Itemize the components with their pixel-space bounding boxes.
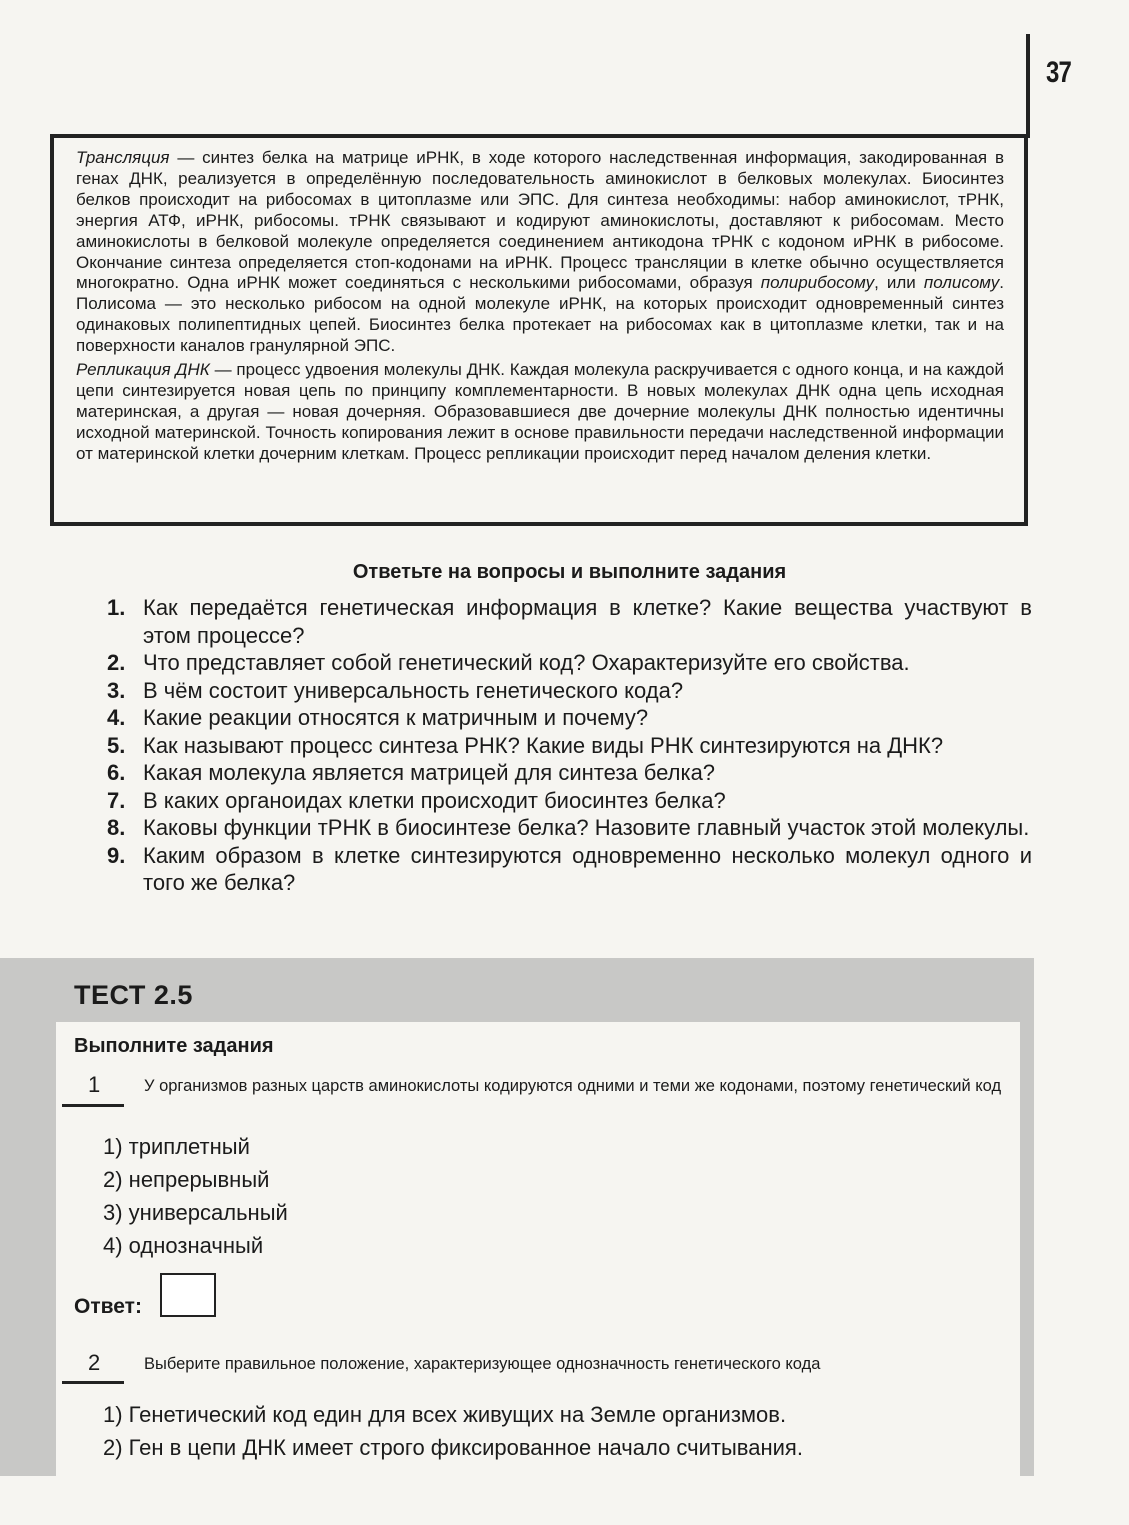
task-text: У организмов разных царств аминокислоты кодируются одними и теми же кодонами, поэтому генетический код	[144, 1077, 1002, 1095]
question-item	[100, 594, 1032, 649]
answer-option[interactable]: 3) универсальный	[103, 1200, 288, 1225]
definition-term: полирибосому	[760, 273, 875, 293]
question-item	[100, 649, 1032, 677]
task-rule	[62, 1381, 124, 1384]
question-number: 4.	[107, 705, 126, 730]
task-options	[103, 1130, 288, 1262]
question-text: Какие реакции относятся к матричным и почему?	[143, 705, 649, 730]
question-text: Каким образом в клетке синтезируются одновременно несколько молекул одного и того же белка?	[143, 842, 1032, 895]
answer-option[interactable]: 2) непрерывный	[103, 1167, 270, 1192]
page-number: 37	[1046, 56, 1072, 89]
question-number: 6.	[107, 760, 126, 785]
answer-option[interactable]: 4) однозначный	[103, 1233, 264, 1258]
question-number: 8.	[107, 815, 126, 840]
definition-translation	[76, 148, 1004, 357]
question-text: Каковы функции тРНК в биосинтезе белка? Назовите главный участок этой молекулы.	[143, 815, 1030, 840]
definition-term: Репликация ДНК	[76, 360, 210, 380]
question-item	[100, 732, 1032, 760]
definition-text: — процесс удвоения молекулы ДНК. Каждая молекула раскручивается с одного конца, и на каждой цепи синтезируется новая цепь по принципу комплементарности. В новых молекулах ДНК одна цепь исходная материнская, а другая — новая дочерняя. Образовавшиеся две дочерние молекулы ДНК полностью идентичны исходной материнской. Точность копирования лежит в основе правильности передачи наследственной информации от материнской клетки дочерним клеткам. Процесс репликации происходит перед началом деления клетки.	[76, 360, 1004, 463]
question-text: В чём состоит универсальность генетического кода?	[143, 677, 684, 703]
question-text: Как передаётся генетическая информация в клетке? Какие вещества участвуют в этом процессе?	[143, 595, 1032, 648]
question-item	[100, 677, 1032, 705]
question-item	[100, 842, 1032, 897]
answer-option[interactable]: 2) Ген в цепи ДНК имеет строго фиксированное начало считывания.	[103, 1435, 803, 1460]
definition-term: полисому	[923, 273, 1000, 293]
answer-option[interactable]: 1) Генетический код един для всех живущих на Земле организмов.	[103, 1402, 787, 1427]
answer-label: Ответ:	[74, 1295, 142, 1318]
question-number: 7.	[107, 787, 126, 813]
question-list	[100, 594, 1032, 897]
definition-box	[50, 134, 1028, 526]
task-text: Выберите правильное положение, характеризующее однозначность генетического кода	[144, 1355, 821, 1373]
page-margin	[1034, 958, 1129, 1476]
definition-term: Трансляция	[76, 148, 170, 167]
task-number: 2	[88, 1350, 101, 1375]
question-text: Как называют процесс синтеза РНК? Какие виды РНК синтезируются на ДНК?	[143, 732, 944, 758]
header-vertical-rule	[1026, 34, 1030, 138]
question-item	[100, 814, 1032, 842]
test-title: ТЕСТ 2.5	[74, 980, 193, 1010]
question-number: 5.	[107, 732, 126, 758]
question-item	[100, 759, 1032, 787]
definition-text: — синтез белка на матрице иРНК, в ходе которого наследственная информация, закодированная в генах ДНК, реализуется в определённую последовательность аминокислот в белковых молекулах. Биосинтез белков происходит на рибосомах в цитоплазме или ЭПС. Для синтеза необходимы: набор аминокислот, тРНК, энергия АТФ, иРНК, рибосомы. тРНК связывают и кодируют аминокислоты, доставляют к рибосомам. Место аминокислоты в белковой молекуле определяется соединением антикодона тРНК с кодоном иРНК в рибосоме. Окончание синтеза определяется стоп-кодонами на иРНК. Процесс трансляции в клетке обычно осуществляется многократно. Одна иРНК может соединяться с несколькими рибосомами, образуя	[76, 148, 1004, 293]
definition-text: . Полисома — это несколько рибосом на одной молекуле иРНК, на которых происходит одновременный синтез одинаковых полипептидных цепей. Биосинтез белка протекает на рибосомах как в цитоплазме клетки, так и на поверхности каналов гранулярной ЭПС.	[76, 273, 1004, 356]
answer-box[interactable]	[160, 1273, 216, 1317]
definition-replication	[76, 360, 1004, 465]
question-number: 3.	[107, 677, 126, 703]
test-instruction: Выполните задания	[74, 1035, 274, 1057]
task-number: 1	[88, 1072, 101, 1097]
question-text: В каких органоидах клетки происходит биосинтез белка?	[143, 787, 726, 813]
question-number: 1.	[107, 595, 126, 620]
question-text: Что представляет собой генетический код? Охарактеризуйте его свойства.	[143, 650, 910, 675]
task-rule	[62, 1104, 124, 1107]
task-options	[103, 1398, 803, 1464]
answer-option[interactable]: 1) триплетный	[103, 1134, 250, 1159]
definition-text: , или	[874, 273, 924, 293]
question-text: Какая молекула является матрицей для синтеза белка?	[143, 760, 716, 785]
question-item	[100, 787, 1032, 815]
questions-heading: Ответьте на вопросы и выполните задания	[352, 561, 787, 583]
question-number: 9.	[107, 842, 126, 868]
question-number: 2.	[107, 650, 126, 675]
question-item	[100, 704, 1032, 732]
